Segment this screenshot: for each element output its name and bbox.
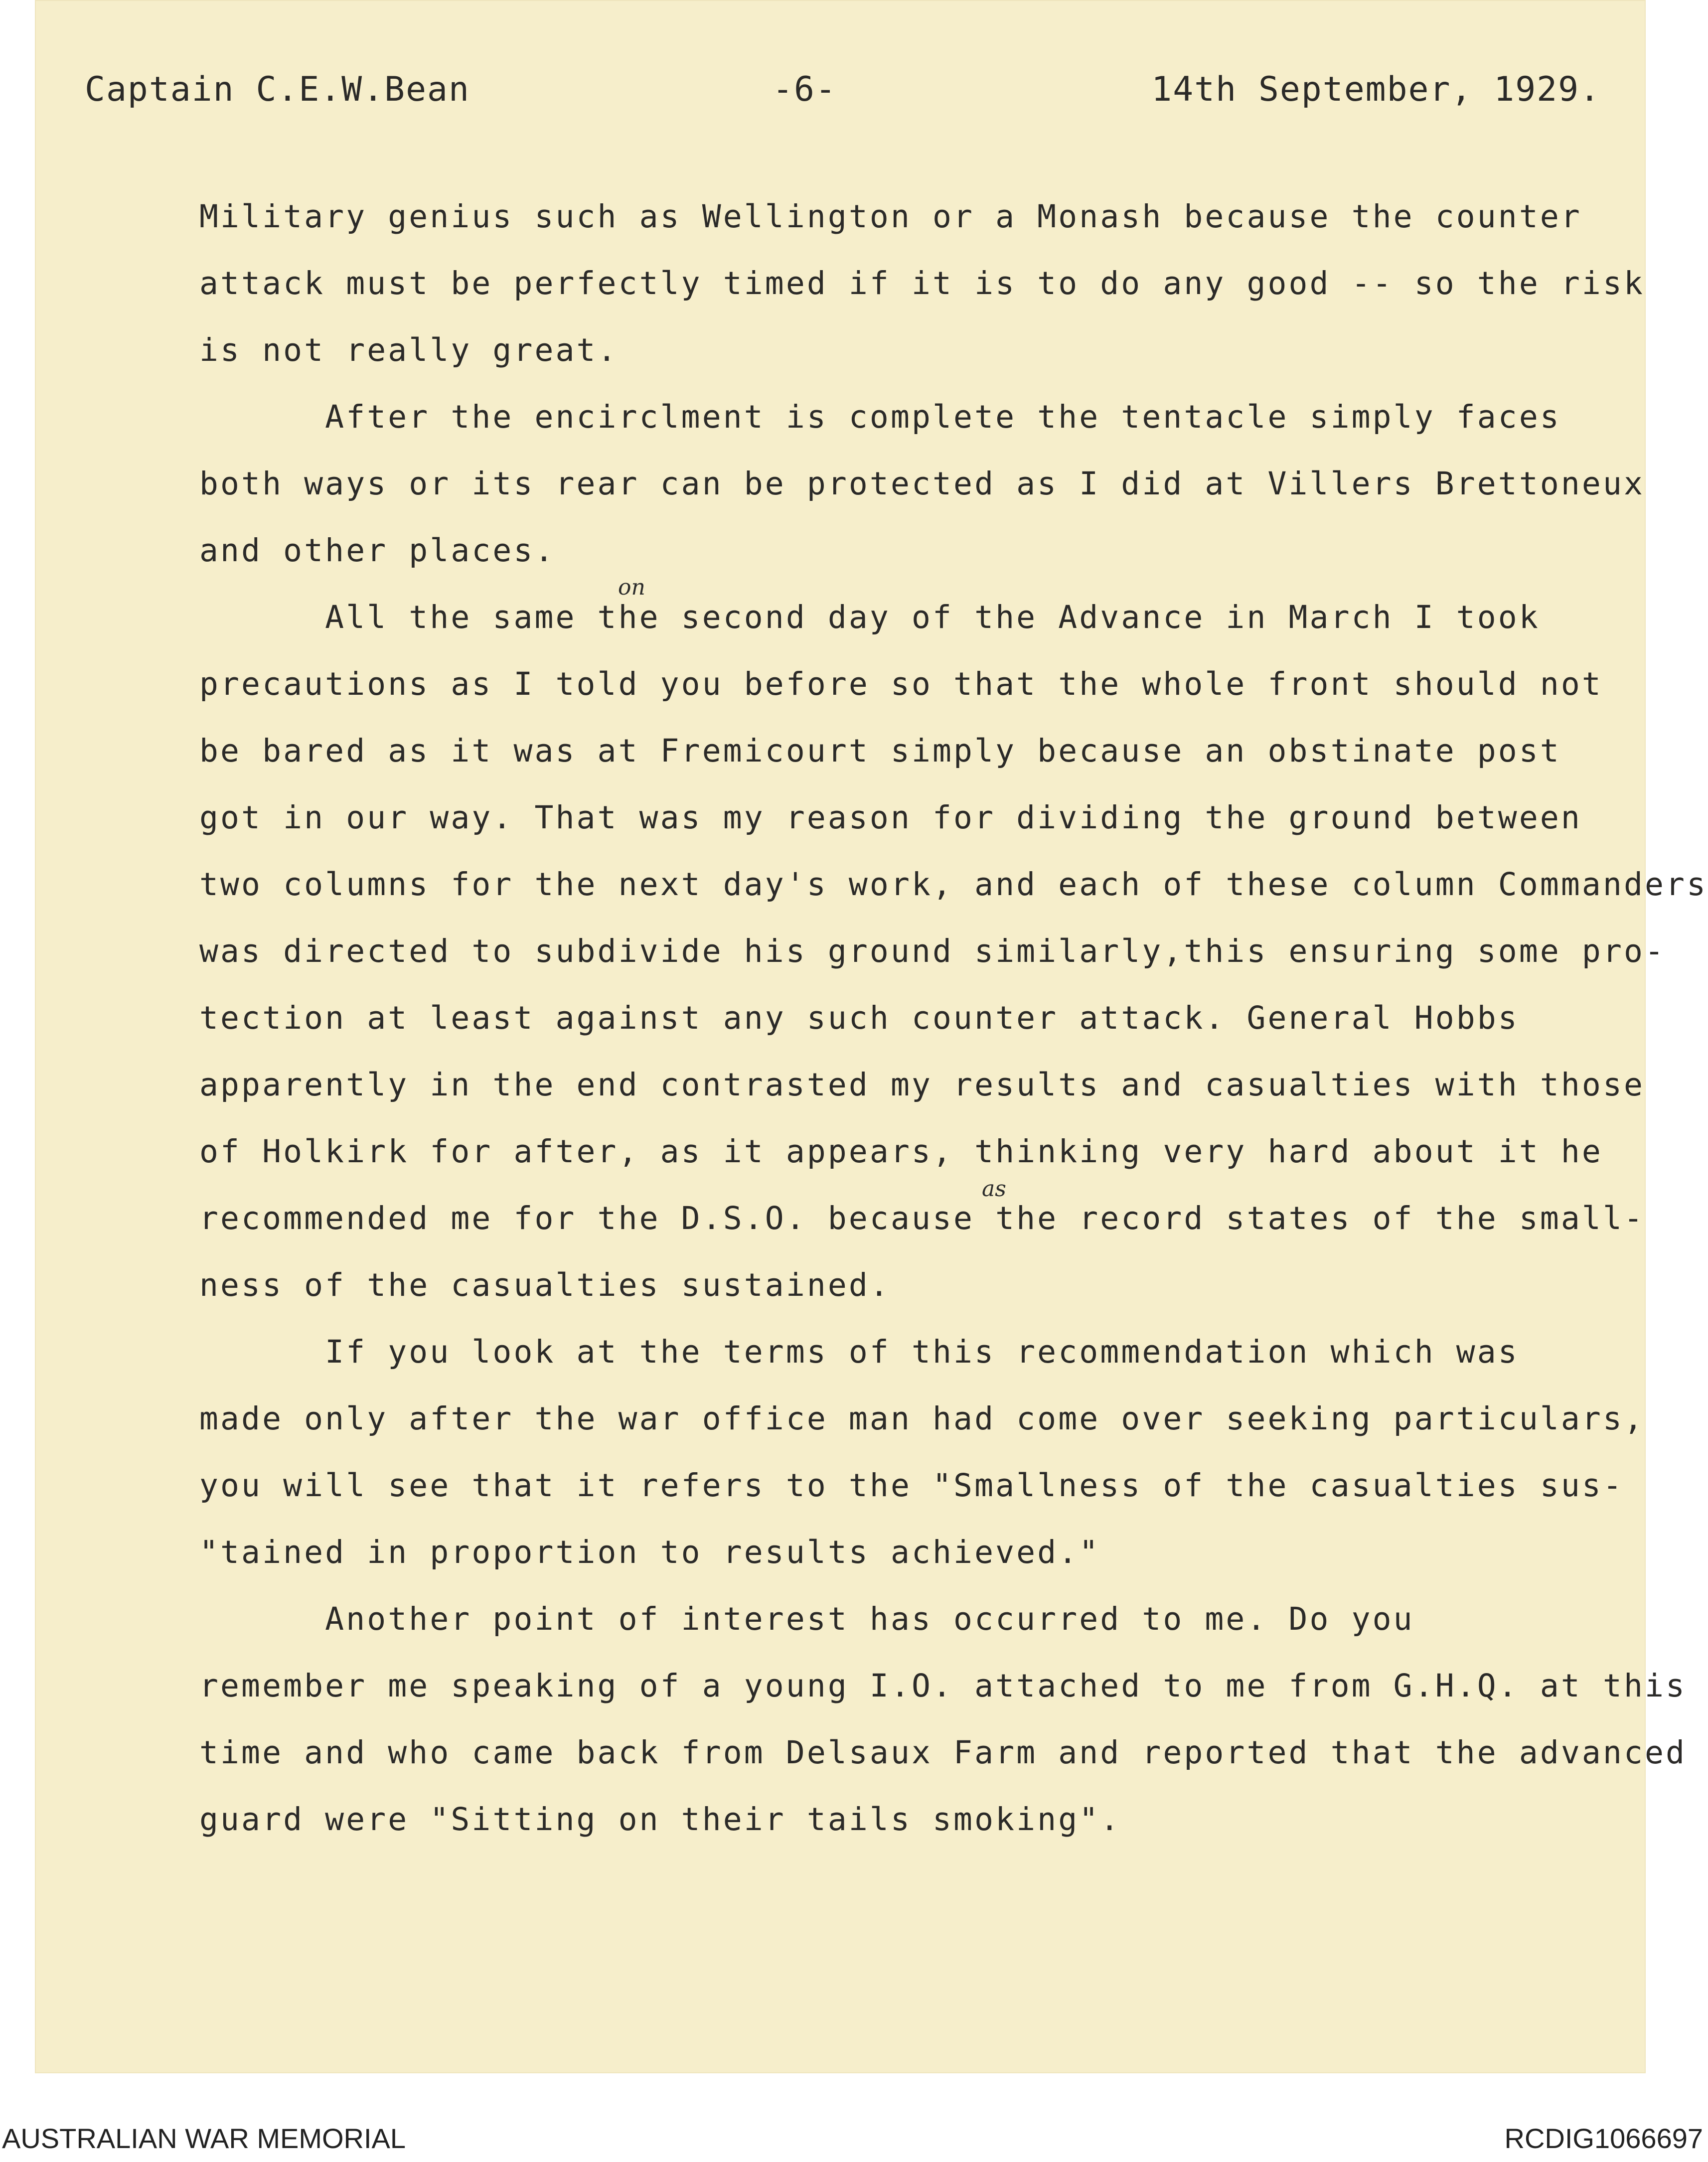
archive-footer bbox=[0, 2074, 1708, 2162]
text-line: two columns for the next day's work, and each of these column Commanders bbox=[199, 866, 1708, 903]
archive-name: AUSTRALIAN WAR MEMORIAL bbox=[2, 2123, 406, 2154]
text-line: got in our way. That was my reason for dividing the ground between bbox=[199, 799, 1582, 836]
text-line: "tained in proportion to results achieved." bbox=[199, 1534, 1100, 1570]
letter-page bbox=[35, 0, 1708, 2073]
text-line: was directed to subdivide his ground similarly,this ensuring some pro- bbox=[199, 933, 1666, 969]
text-line: and other places. bbox=[199, 532, 556, 569]
text-line: Military genius such as Wellington or a Monash because the counter bbox=[199, 198, 1582, 235]
text-line: precautions as I told you before so that the whole front should not bbox=[199, 666, 1603, 702]
text-line: recommended me for the D.S.O. because the record states of the small- bbox=[199, 1200, 1645, 1236]
text-line: both ways or its rear can be protected as I did at Villers Brettoneux bbox=[199, 465, 1645, 502]
text-line: All the same the second day of the Advance in March I took bbox=[199, 599, 1540, 635]
page-header bbox=[85, 70, 1601, 115]
text-line: of Holkirk for after, as it appears, thinking very hard about it he bbox=[199, 1133, 1603, 1170]
text-line: remember me speaking of a young I.O. attached to me from G.H.Q. at this bbox=[199, 1668, 1687, 1704]
page-number: -6- bbox=[773, 70, 837, 109]
text-line: is not really great. bbox=[199, 332, 619, 368]
handwritten-insertion-on: on bbox=[618, 575, 645, 600]
text-line: be bared as it was at Fremicourt simply because an obstinate post bbox=[199, 733, 1561, 769]
text-line: tection at least against any such counter attack. General Hobbs bbox=[199, 1000, 1519, 1036]
header-date: 14th September, 1929. bbox=[1151, 70, 1601, 109]
header-recipient: Captain C.E.W.Bean bbox=[85, 70, 470, 109]
text-line: If you look at the terms of this recommendation which was bbox=[199, 1334, 1519, 1370]
text-line: time and who came back from Delsaux Farm and reported that the advanced bbox=[199, 1734, 1687, 1771]
text-line: made only after the war office man had come over seeking particulars, bbox=[199, 1400, 1645, 1437]
text-line: apparently in the end contrasted my results and casualties with those bbox=[199, 1067, 1645, 1103]
text-line: ness of the casualties sustained. bbox=[199, 1267, 891, 1303]
archive-record-id: RCDIG1066697 bbox=[1504, 2123, 1703, 2154]
text-line: After the encirclment is complete the tentacle simply faces bbox=[199, 399, 1561, 435]
text-line: attack must be perfectly timed if it is to do any good -- so the risk bbox=[199, 265, 1645, 302]
text-line: Another point of interest has occurred to me. Do you bbox=[199, 1601, 1414, 1637]
handwritten-insertion-as: as bbox=[982, 1176, 1006, 1202]
text-line: you will see that it refers to the "Smallness of the casualties sus- bbox=[199, 1467, 1624, 1504]
text-line: guard were "Sitting on their tails smoking". bbox=[199, 1801, 1121, 1838]
